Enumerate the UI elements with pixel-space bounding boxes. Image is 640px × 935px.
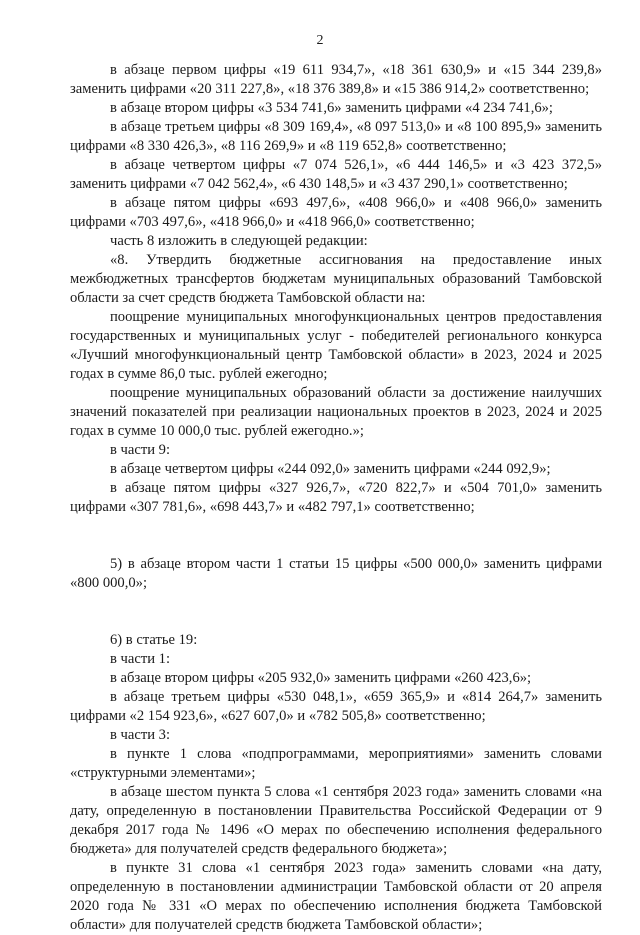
paragraph: в абзаце втором цифры «3 534 741,6» заменить цифрами «4 234 741,6»; (110, 100, 553, 116)
paragraph: в абзаце пятом цифры «693 497,6», «408 966,0» и «408 966,0» заменить цифрами «703 497,6», «418 966,0» и «418 966,0» соответственно; (70, 195, 602, 230)
paragraph: «8. Утвердить бюджетные ассигнования на предоставление иных межбюджетных трансфертов бюджетам муниципальных образований Тамбовской области за счет средств бюджета Тамбовской области на: (70, 252, 602, 306)
paragraph: поощрение муниципальных образований области за достижение наилучших значений показателей при реализации национальных проектов в 2023, 2024 и 2025 годах в сумме 10 000,0 тыс. рублей ежегодно.»; (70, 385, 602, 439)
paragraph: в абзаце четвертом цифры «7 074 526,1», «6 444 146,5» и «3 423 372,5» заменить цифрами «7 042 562,4», «6 430 148,5» и «3 437 290,1» соответственно; (70, 157, 602, 192)
paragraph: 6) в статье 19: (110, 632, 198, 648)
paragraph: поощрение муниципальных многофункциональных центров предоставления государственных и муниципальных услуг - победителей регионального конкурса «Лучший многофункциональный центр Тамбовской области» в 2023, 2024 и 2025 годах в сумме 86,0 тыс. рублей ежегодно; (70, 309, 602, 382)
paragraph: в абзаце третьем цифры «530 048,1», «659 365,9» и «814 264,7» заменить цифрами «2 154 923,6», «627 607,0» и «782 505,8» соответственно; (70, 689, 602, 724)
paragraph: в абзаце четвертом цифры «244 092,0» заменить цифрами «244 092,9»; (110, 461, 551, 477)
paragraph: в абзаце шестом пункта 5 слова «1 сентября 2023 года» заменить словами «на дату, определенную в постановлении Правительства Российской Федерации от 9 декабря 2017 года № 1496 «О мерах по обеспечению исполнения федерального бюджета» для получателей средств федерального бюджета»; (70, 784, 602, 857)
paragraph: в пункте 31 слова «1 сентября 2023 года» заменить словами «на дату, определенную в постановлении администрации Тамбовской области от 20 апреля 2020 года № 331 «О мерах по обеспечению исполнения бюджета Тамбовской области» для получателей средств бюджета Тамбовской области»; (70, 860, 602, 933)
paragraph: в абзаце третьем цифры «8 309 169,4», «8 097 513,0» и «8 100 895,9» заменить цифрами «8 330 426,3», «8 116 269,9» и «8 119 652,8» соответственно; (70, 119, 602, 154)
paragraph: в пункте 1 слова «подпрограммами, мероприятиями» заменить словами «структурными элементами»; (70, 746, 602, 781)
paragraph: в части 3: (110, 727, 171, 743)
paragraph: в части 1: (110, 651, 171, 667)
document-body (70, 61, 602, 935)
paragraph: в части 9: (110, 442, 171, 458)
paragraph: в абзаце втором цифры «205 932,0» заменить цифрами «260 423,6»; (110, 670, 532, 686)
paragraph: в абзаце пятом цифры «327 926,7», «720 822,7» и «504 701,0» заменить цифрами «307 781,6», «698 443,7» и «482 797,1» соответственно; (70, 480, 602, 515)
paragraph: 5) в абзаце втором части 1 статьи 15 цифры «500 000,0» заменить цифрами «800 000,0»; (70, 556, 602, 591)
paragraph: в абзаце первом цифры «19 611 934,7», «18 361 630,9» и «15 344 239,8» заменить цифрами «20 311 227,8», «18 376 389,8» и «15 386 914,2» соответственно; (70, 62, 602, 97)
page-number: 2 (316, 33, 324, 48)
paragraph: часть 8 изложить в следующей редакции: (110, 233, 368, 249)
